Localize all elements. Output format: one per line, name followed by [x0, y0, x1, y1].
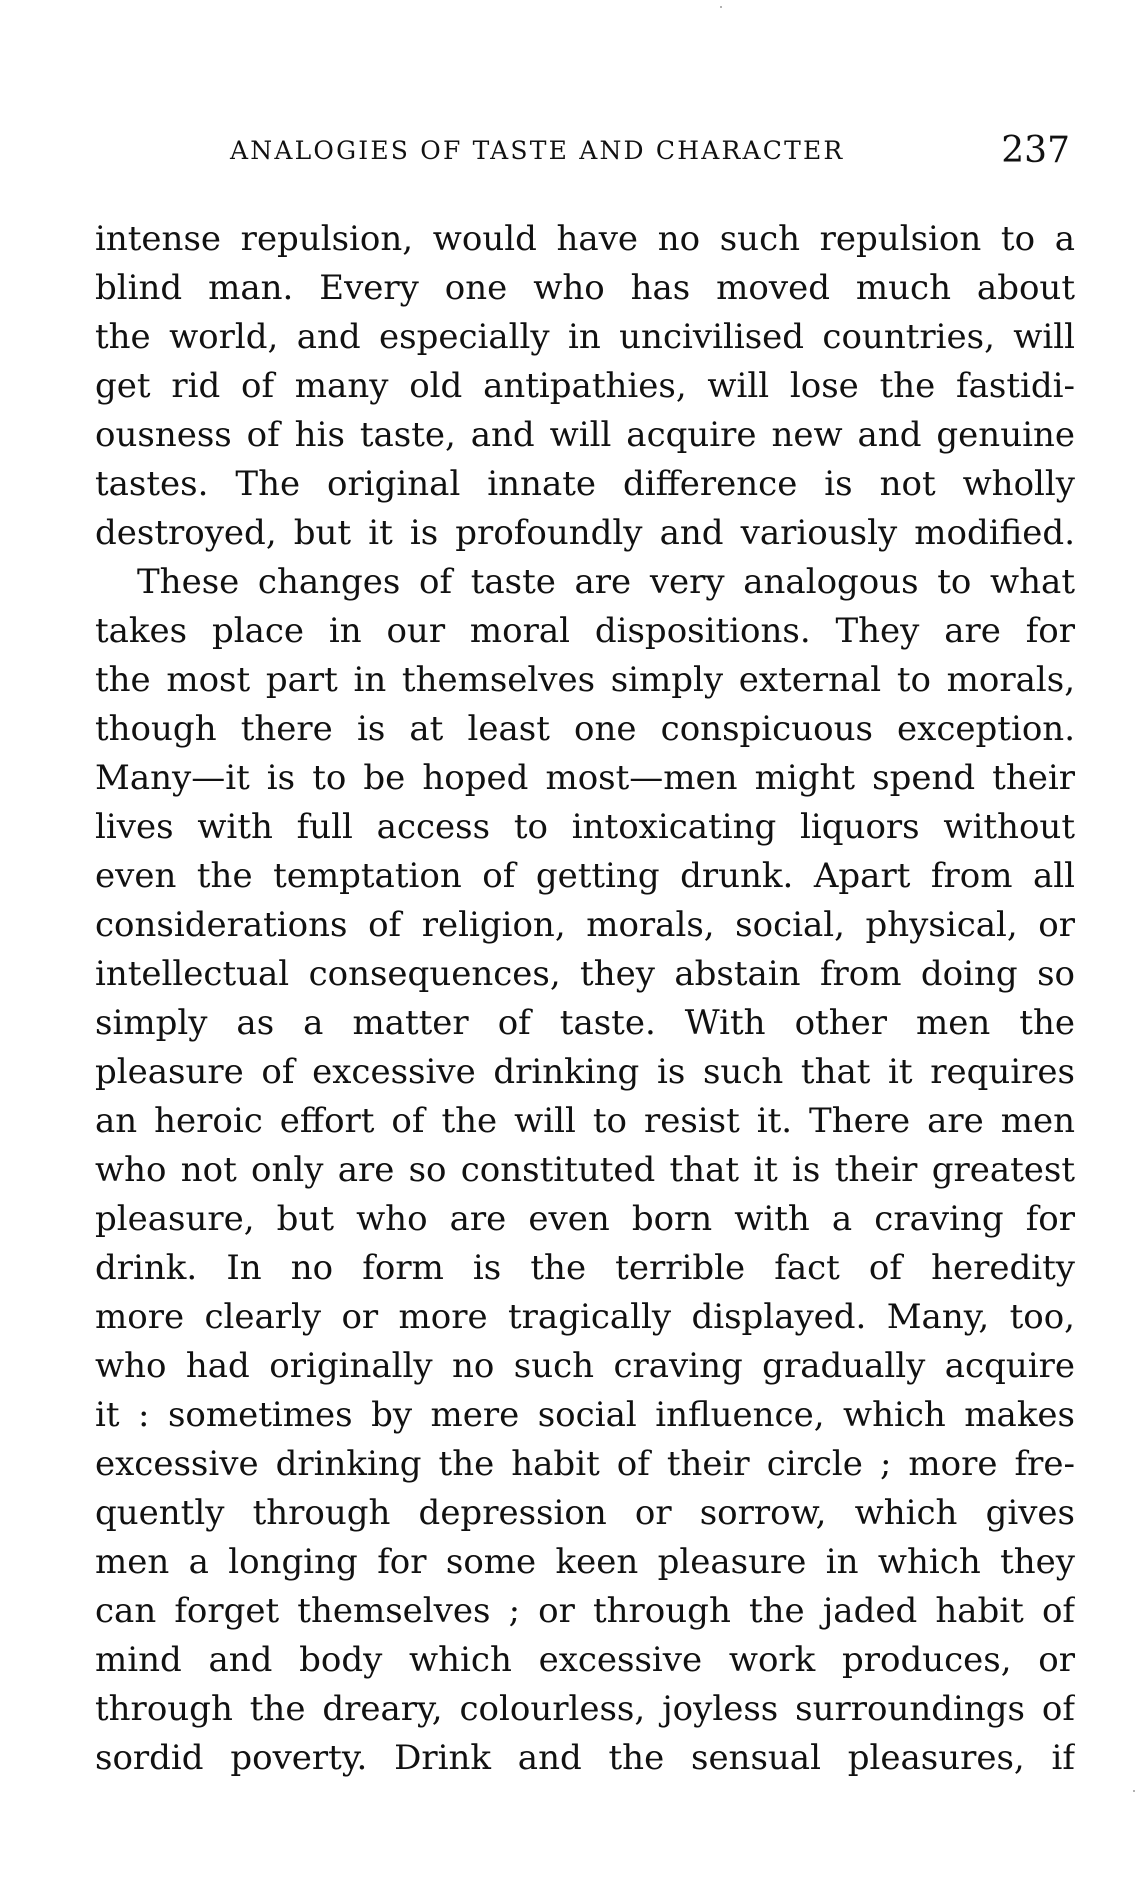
text-line: tastes. The original innate difference is not wholly	[95, 464, 1075, 504]
text-line: intense repulsion, would have no such repulsion to a	[95, 219, 1075, 259]
text-line: lives with full access to intoxicating liquors without	[95, 807, 1075, 847]
text-line: who not only are so constituted that it is their greatest	[95, 1150, 1075, 1190]
text-line: excessive drinking the habit of their circle ; more fre-	[95, 1444, 1075, 1484]
text-line: destroyed, but it is profoundly and variously modified.	[95, 513, 1075, 553]
running-title: ANALOGIES OF TASTE AND CHARACTER	[230, 136, 845, 165]
text-line: considerations of religion, morals, social, physical, or	[95, 905, 1075, 945]
text-line: takes place in our moral dispositions. They are for	[95, 611, 1075, 651]
text-line: blind man. Every one who has moved much about	[95, 268, 1075, 308]
text-line: men a longing for some keen pleasure in which they	[95, 1542, 1075, 1582]
text-line: though there is at least one conspicuous exception.	[95, 709, 1075, 749]
text-line: through the dreary, colourless, joyless surroundings of	[95, 1689, 1075, 1729]
text-line: mind and body which excessive work produces, or	[95, 1640, 1075, 1680]
text-line: drink. In no form is the terrible fact of heredity	[95, 1248, 1075, 1288]
text-line: more clearly or more tragically displayed. Many, too,	[95, 1297, 1075, 1337]
text-line: These changes of taste are very analogous to what	[137, 562, 1075, 602]
text-line: Many—it is to be hoped most—men might spend their	[95, 758, 1075, 798]
text-line: it : sometimes by mere social influence, which makes	[95, 1395, 1075, 1435]
text-line: an heroic effort of the will to resist it. There are men	[95, 1101, 1075, 1141]
running-head	[95, 128, 1075, 180]
text-line: get rid of many old antipathies, will lose the fastidi-	[95, 366, 1075, 406]
text-line: the world, and especially in uncivilised countries, will	[95, 317, 1075, 357]
text-line: quently through depression or sorrow, which gives	[95, 1493, 1075, 1533]
paper-speck	[720, 6, 722, 8]
page-number: 237	[1001, 130, 1070, 171]
text-line: the most part in themselves simply external to morals,	[95, 660, 1075, 700]
text-line: pleasure, but who are even born with a craving for	[95, 1199, 1075, 1239]
text-line: simply as a matter of taste. With other men the	[95, 1003, 1075, 1043]
text-line: ousness of his taste, and will acquire new and genuine	[95, 415, 1075, 455]
text-line: can forget themselves ; or through the jaded habit of	[95, 1591, 1075, 1631]
text-line: who had originally no such craving gradually acquire	[95, 1346, 1075, 1386]
text-line: even the temptation of getting drunk. Apart from all	[95, 856, 1075, 896]
text-line: sordid poverty. Drink and the sensual pleasures, if	[95, 1738, 1075, 1778]
text-line: intellectual consequences, they abstain from doing so	[95, 954, 1075, 994]
paper-speck	[1133, 1790, 1135, 1792]
text-line: pleasure of excessive drinking is such that it requires	[95, 1052, 1075, 1092]
body-text	[95, 215, 1075, 1783]
